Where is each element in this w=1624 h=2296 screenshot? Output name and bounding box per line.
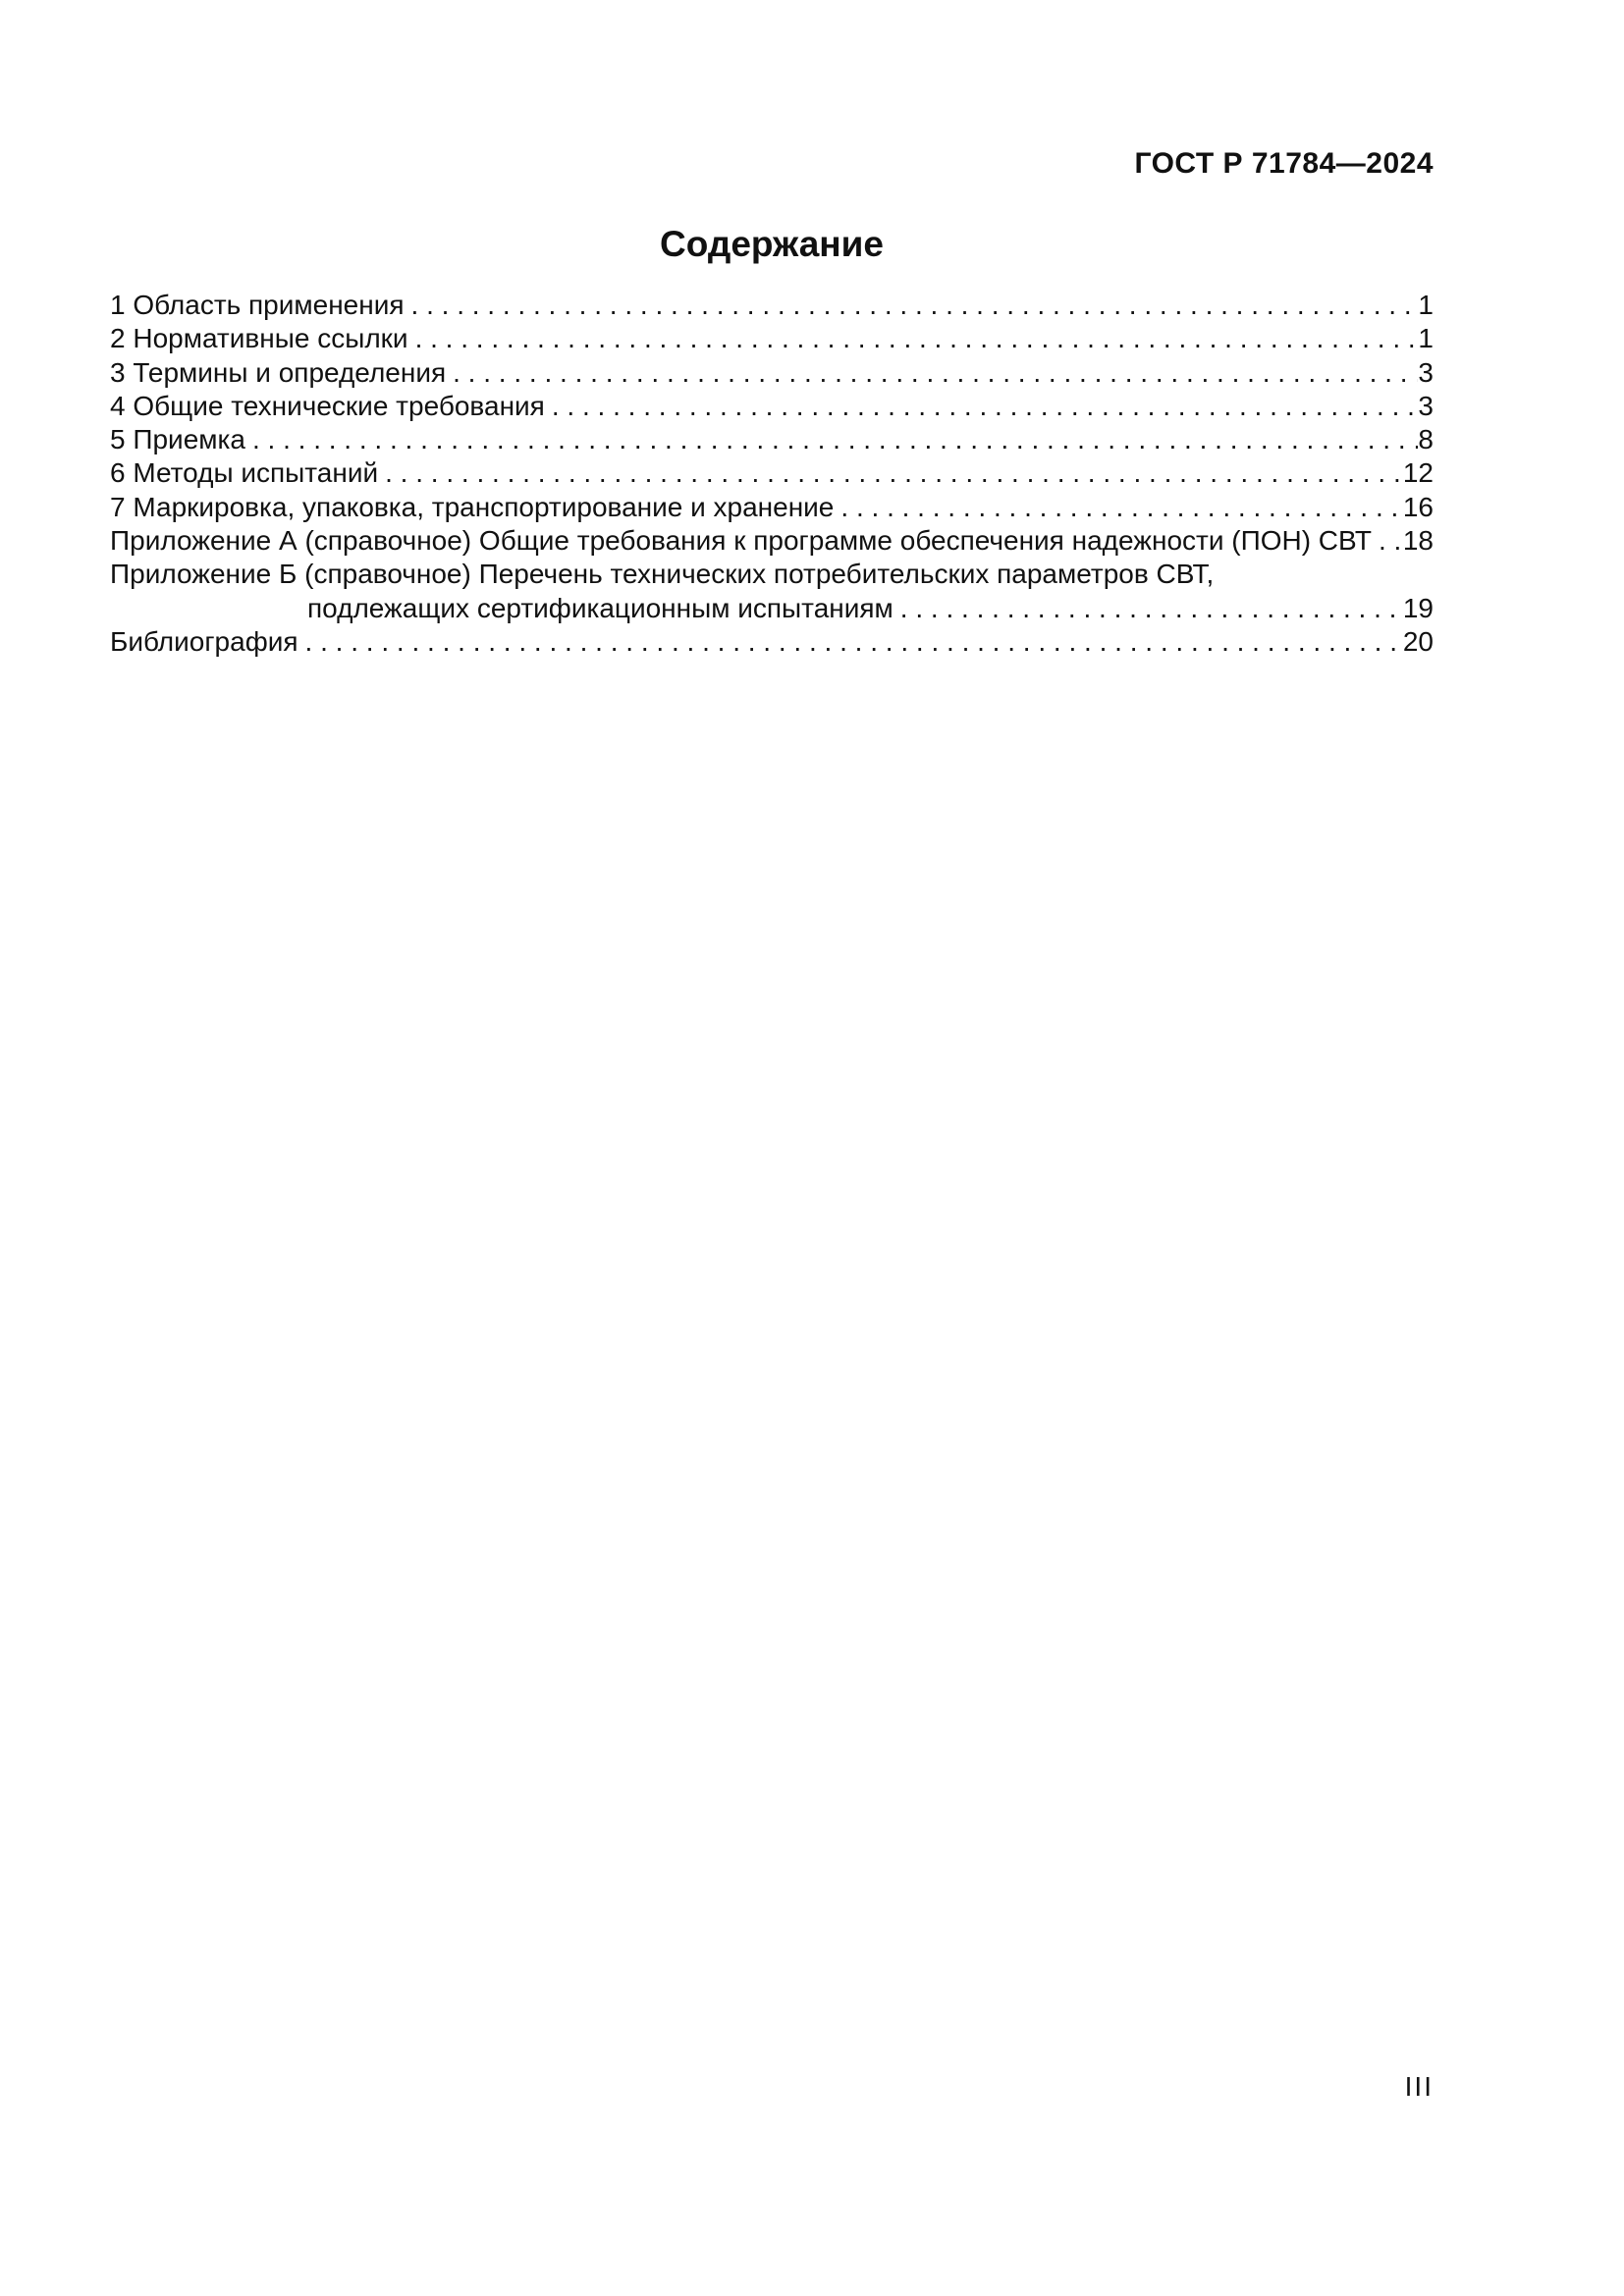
toc-entry-label: 3 Термины и определения — [110, 356, 447, 388]
toc-row — [110, 625, 1434, 659]
toc-row — [110, 592, 1434, 625]
toc-entry-page: 3 — [1418, 390, 1434, 421]
toc-leader-dots — [415, 322, 1419, 355]
toc-row — [110, 390, 1434, 423]
toc-leader-dots — [1379, 524, 1403, 558]
toc-entry-page: 20 — [1402, 625, 1434, 657]
toc-entry-label: 7 Маркировка, упаковка, транспортирование и хранение — [110, 491, 835, 522]
toc-leader-dots — [385, 456, 1403, 490]
toc-leader-dots — [252, 423, 1418, 456]
toc-row — [110, 322, 1434, 355]
toc-entry-page: 19 — [1402, 592, 1434, 623]
toc-leader-dots — [840, 491, 1402, 524]
toc-entry-label: 4 Общие технические требования — [110, 390, 545, 421]
toc-row — [110, 423, 1434, 456]
toc-entry-label: 5 Приемка — [110, 424, 245, 455]
toc-entry-page: 16 — [1402, 491, 1434, 522]
toc-entry-page: 3 — [1418, 356, 1434, 388]
toc-entry-page: 1 — [1418, 323, 1434, 354]
toc-entry-page: 1 — [1418, 290, 1434, 320]
toc-entry-label: подлежащих сертификационным испытаниям — [307, 592, 893, 623]
toc-entry-label: 2 Нормативные ссылки — [110, 323, 408, 354]
toc-entry-label: 6 Методы испытаний — [110, 457, 379, 489]
toc-entry-label: 1 Область применения — [110, 290, 405, 320]
toc-leader-dots — [305, 625, 1403, 659]
toc-leader-dots — [552, 390, 1419, 423]
toc-entry-page: 18 — [1402, 525, 1434, 557]
page-title: Содержание — [660, 224, 884, 264]
toc-list — [110, 289, 1434, 659]
toc-entry-page: 12 — [1402, 457, 1434, 489]
toc-entry-label: Приложение Б (справочное) Перечень технических потребительских параметров СВТ, — [110, 559, 1215, 590]
toc-row — [110, 456, 1434, 490]
toc-entry-page: 8 — [1418, 424, 1434, 455]
toc-leader-dots — [900, 592, 1403, 625]
toc-row — [110, 289, 1434, 322]
toc-row — [110, 491, 1434, 524]
toc-row — [110, 524, 1434, 558]
toc-row — [110, 558, 1434, 591]
toc-leader-dots — [453, 356, 1418, 390]
toc-row — [110, 356, 1434, 390]
footer-page-number: III — [1404, 2071, 1434, 2102]
standard-code: ГОСТ Р 71784—2024 — [1134, 147, 1434, 180]
toc-leader-dots — [411, 289, 1419, 322]
toc-entry-label: Приложение А (справочное) Общие требования к программе обеспечения надежности (ПОН) СВТ — [110, 525, 1372, 557]
toc-entry-label: Библиография — [110, 625, 298, 657]
